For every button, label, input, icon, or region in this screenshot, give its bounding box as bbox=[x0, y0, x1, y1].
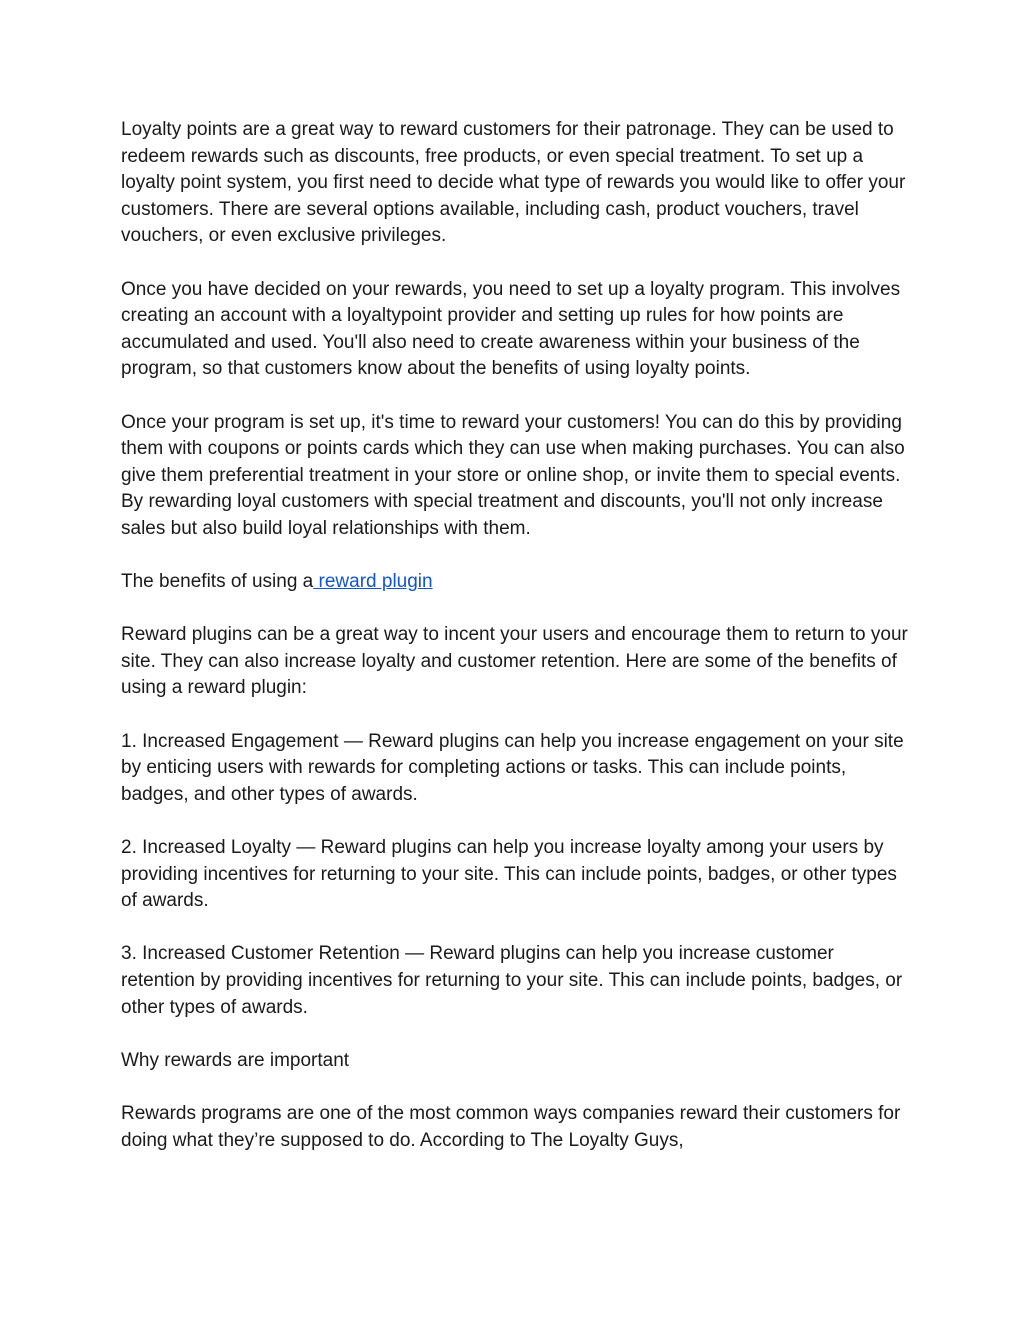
benefit-item-engagement: 1. Increased Engagement — Reward plugins can help you increase engagement on your site by enticing users with rewards for completing actions or tasks. This can include points, badges, and other types of awards. bbox=[121, 730, 904, 805]
paragraph-loyalty-points: Loyalty points are a great way to reward customers for their patronage. They can be used to redeem rewards such as discounts, free products, or even special treatment. To set up a loyalty point system, you first need to decide what type of rewards you would like to offer your customers. There are several options available, including cash, product vouchers, travel vouchers, or even exclusive privileges. bbox=[121, 119, 906, 247]
document-body bbox=[121, 117, 911, 1154]
paragraph-loyalty-program: Once you have decided on your rewards, you need to set up a loyalty program. This involves creating an account with a loyaltypoint provider and setting up rules for how points are accumulated and used. You'll also need to create awareness within your business of the program, so that customers know about the benefits of using loyalty points. bbox=[121, 278, 901, 380]
benefit-item-retention: 3. Increased Customer Retention — Reward plugins can help you increase customer retention by providing incentives for returning to your site. This can include points, badges, or other types of awards. bbox=[121, 943, 903, 1018]
paragraph-rewards-programs: Rewards programs are one of the most common ways companies reward their customers for doing what they’re supposed to do. According to The Loyalty Guys, bbox=[121, 1102, 901, 1151]
benefits-heading bbox=[121, 569, 911, 596]
paragraph-plugins-intro: Reward plugins can be a great way to incent your users and encourage them to return to your site. They can also increase loyalty and customer retention. Here are some of the benefits of using a reward plugin: bbox=[121, 624, 908, 699]
paragraph-reward-customers: Once your program is set up, it's time to reward your customers! You can do this by providing them with coupons or points cards which they can use when making purchases. You can also give them preferential treatment in your store or online shop, or invite them to special events. By rewarding loyal customers with special treatment and discounts, you'll not only increase sales but also build loyal relationships with them. bbox=[121, 411, 905, 539]
why-rewards-heading: Why rewards are important bbox=[121, 1049, 350, 1071]
benefit-item-loyalty: 2. Increased Loyalty — Reward plugins can help you increase loyalty among your users by providing incentives for returning to your site. This can include points, badges, or other types of awards. bbox=[121, 837, 897, 912]
reward-plugin-link[interactable]: reward plugin bbox=[313, 571, 433, 593]
benefits-heading-text: The benefits of using a bbox=[121, 571, 314, 593]
